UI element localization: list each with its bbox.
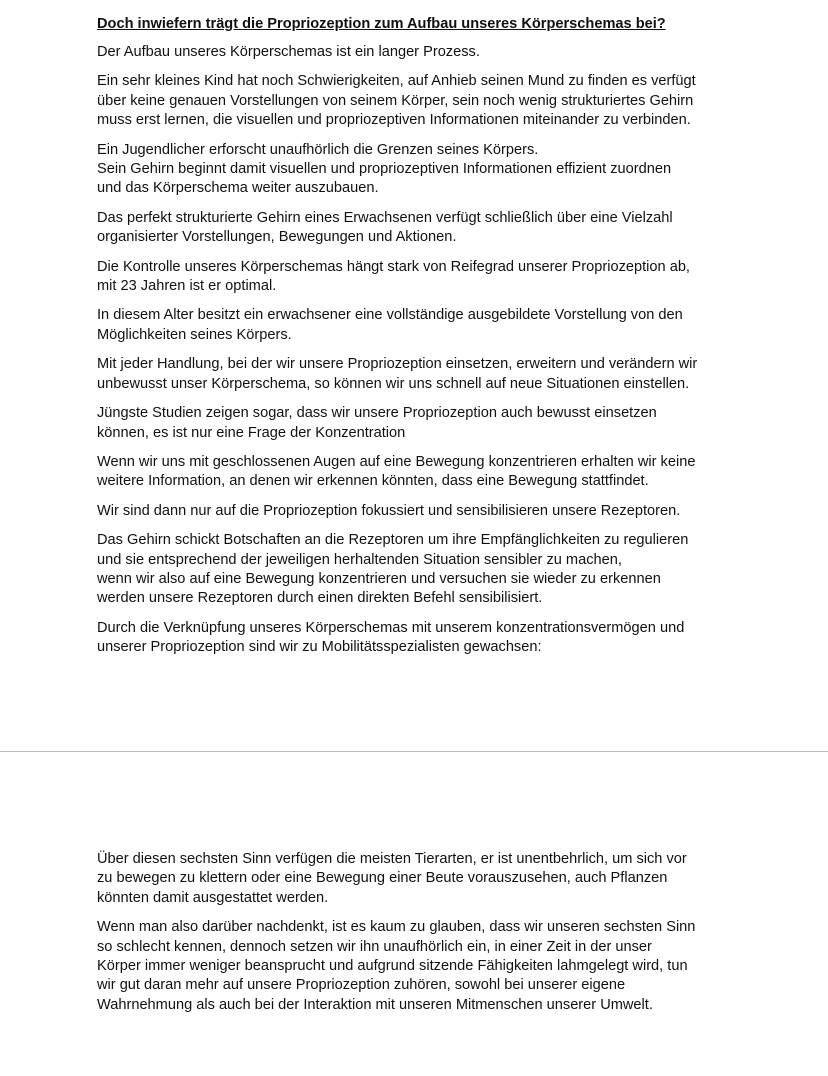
text-line: Jüngste Studien zeigen sogar, dass wir unsere Propriozeption auch bewusst einsetzen: [97, 405, 657, 422]
paragraph: [97, 619, 757, 658]
text-line: so schlecht kennen, dennoch setzen wir ihn unaufhörlich ein, in einer Zeit in der unser: [97, 938, 652, 955]
text-line: Das Gehirn schickt Botschaften an die Rezeptoren um ihre Empfänglichkeiten zu regulieren: [97, 532, 689, 549]
paragraph: [97, 453, 757, 492]
text-line: Wir sind dann nur auf die Propriozeption fokussiert und sensibilisieren unsere Rezeptoren.: [97, 502, 681, 519]
paragraph: [97, 43, 757, 62]
text-line: Körper immer weniger beansprucht und aufgrund sitzende Fähigkeiten lahmgelegt wird, tun: [97, 958, 688, 975]
page-2-text-column: [97, 850, 757, 1025]
section-heading: Doch inwiefern trägt die Propriozeption zum Aufbau unseres Körperschemas bei?: [97, 16, 666, 32]
text-line: wir gut daran mehr auf unsere Propriozeption zuhören, sowohl bei unserer eigene: [97, 977, 626, 994]
text-line: und das Körperschema weiter auszubauen.: [97, 180, 379, 197]
text-line: Mit jeder Handlung, bei der wir unsere Propriozeption einsetzen, erweitern und verändern wir: [97, 356, 698, 373]
paragraph: [97, 258, 757, 297]
text-line: unserer Propriozeption sind wir zu Mobilitätsspezialisten gewachsen:: [97, 639, 542, 656]
paragraph: [97, 531, 757, 609]
paragraph: [97, 918, 757, 1015]
page-separator: [0, 751, 828, 752]
text-line: Über diesen sechsten Sinn verfügen die meisten Tierarten, er ist unentbehrlich, um sich vor: [97, 851, 687, 867]
paragraph: [97, 141, 757, 199]
text-line: Das perfekt strukturierte Gehirn eines Erwachsenen verfügt schließlich über eine Vielzahl: [97, 209, 673, 226]
text-line: Der Aufbau unseres Körperschemas ist ein langer Prozess.: [97, 44, 480, 60]
text-line: muss erst lernen, die visuellen und propriozeptiven Informationen miteinander zu verbinden.: [97, 112, 691, 129]
text-line: weitere Information, an denen wir erkennen könnten, dass eine Bewegung stattfindet.: [97, 473, 649, 490]
text-line: können, es ist nur eine Frage der Konzentration: [97, 424, 406, 441]
text-line: könnten damit ausgestattet werden.: [97, 889, 329, 906]
text-line: organisierter Vorstellungen, Bewegungen und Aktionen.: [97, 229, 457, 246]
text-line: Wahrnehmung als auch bei der Interaktion mit unseren Mitmenschen unserer Umwelt.: [97, 996, 653, 1013]
page-2-paragraphs: [97, 850, 757, 1015]
text-line: Ein Jugendlicher erforscht unaufhörlich die Grenzen seines Körpers.: [97, 141, 539, 158]
text-line: In diesem Alter besitzt ein erwachsener eine vollständige ausgebildete Vorstellung von den: [97, 307, 683, 324]
text-line: Die Kontrolle unseres Körperschemas hängt stark von Reifegrad unserer Propriozeption ab,: [97, 258, 690, 275]
document-page-2: [0, 753, 828, 1076]
text-line: Sein Gehirn beginnt damit visuellen und propriozeptiven Informationen effizient zuordnen: [97, 161, 672, 178]
text-line: Möglichkeiten seines Körpers.: [97, 326, 292, 343]
paragraph: [97, 72, 757, 130]
text-line: über keine genauen Vorstellungen von seinem Körper, sein noch wenig strukturiertes Gehirn: [97, 92, 694, 109]
text-line: Wenn wir uns mit geschlossenen Augen auf eine Bewegung konzentrieren erhalten wir keine: [97, 453, 696, 470]
paragraph: [97, 209, 757, 248]
paragraph: [97, 502, 757, 521]
paragraph: [97, 355, 757, 394]
text-line: werden unsere Rezeptoren durch einen direkten Befehl sensibilisiert.: [97, 590, 543, 607]
text-line: zu bewegen zu klettern oder eine Bewegung einer Beute vorauszusehen, auch Pflanzen: [97, 870, 668, 887]
paragraph: [97, 306, 757, 345]
text-line: Ein sehr kleines Kind hat noch Schwierigkeiten, auf Anhieb seinen Mund zu finden es verfügt: [97, 73, 696, 90]
text-line: wenn wir also auf eine Bewegung konzentrieren und versuchen sie wieder zu erkennen: [97, 570, 661, 587]
text-line: und sie entsprechend der jeweiligen herhaltenden Situation sensibler zu machen,: [97, 551, 622, 568]
text-line: mit 23 Jahren ist er optimal.: [97, 278, 277, 295]
page-1-paragraphs: [97, 43, 757, 658]
text-line: Durch die Verknüpfung unseres Körperschemas mit unserem konzentrationsvermögen und: [97, 619, 685, 636]
page-1-text-column: [97, 14, 757, 668]
paragraph: [97, 850, 757, 908]
text-line: unbewusst unser Körperschema, so können wir uns schnell auf neue Situationen einstellen.: [97, 375, 690, 392]
paragraph: [97, 404, 757, 443]
text-line: Wenn man also darüber nachdenkt, ist es kaum zu glauben, dass wir unseren sechsten Sinn: [97, 919, 696, 936]
